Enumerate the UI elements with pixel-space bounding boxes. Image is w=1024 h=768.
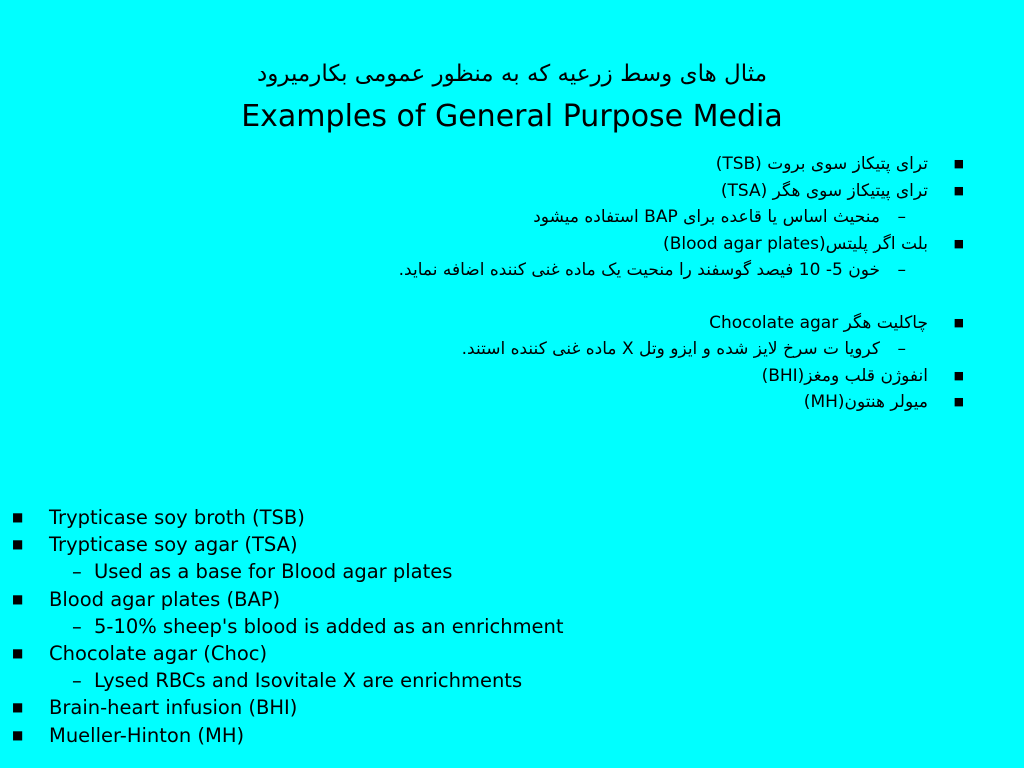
dash-marker: – [897, 339, 906, 359]
bullet-text: Trypticase soy agar (TSA) [49, 533, 298, 557]
dash-marker: – [897, 207, 906, 227]
bullet-text: Brain-heart infusion (BHI) [49, 696, 298, 720]
bullet-text: Trypticase soy broth (TSB) [49, 506, 305, 529]
dash-marker: – [72, 560, 82, 584]
square-bullet-icon: ■ [953, 183, 964, 197]
slide-title-english: Examples of General Purpose Media [241, 99, 783, 134]
bullet-item [12, 640, 912, 667]
bullet-item [264, 231, 964, 258]
bullet-item [12, 586, 912, 613]
bullet-item [264, 151, 964, 178]
dash-marker: – [72, 614, 82, 638]
dash-marker: – [897, 260, 906, 280]
sub-bullet-item [264, 336, 964, 363]
square-bullet-icon: ■ [12, 727, 24, 742]
square-bullet-icon: ■ [12, 700, 24, 715]
bullet-item [264, 389, 964, 416]
sub-bullet-item [12, 613, 912, 640]
sub-bullet-item [264, 204, 964, 231]
bullet-text: Mueller-Hinton (MH) [49, 723, 245, 747]
square-bullet-icon: ■ [953, 395, 964, 408]
square-bullet-icon: ■ [953, 368, 964, 382]
bullet-item [12, 722, 912, 749]
sub-bullet-item [12, 558, 912, 585]
square-bullet-icon: ■ [12, 537, 24, 552]
sub-bullet-item [12, 667, 912, 694]
bullet-item [264, 310, 964, 337]
slide-title-persian: مثال های وسط زرعیه که به منظور عمومی بکارمیرود [256, 61, 768, 87]
bullet-text: 5-10% sheep's blood is added as an enrichment [94, 614, 564, 638]
bullet-text: Chocolate agar (Choc) [49, 642, 268, 666]
bullet-text: کرویا ت سرخ لایز شده و ایزو وتل X ماده غنی کننده استند. [461, 339, 880, 359]
square-bullet-icon: ■ [12, 646, 24, 661]
square-bullet-icon: ■ [12, 591, 24, 606]
bullet-text: Lysed RBCs and Isovitale X are enrichments [94, 669, 523, 693]
square-bullet-icon: ■ [953, 315, 964, 329]
square-bullet-icon: ■ [953, 157, 964, 170]
persian-bullet-list [264, 151, 964, 416]
bullet-text: منحیث اساس یا قاعده برای BAP استفاده میشود [533, 207, 880, 227]
bullet-item [12, 504, 912, 531]
square-bullet-icon: ■ [953, 236, 964, 250]
sub-bullet-item [264, 257, 964, 284]
bullet-text: بلت اگر پلیتس(Blood agar plates) [663, 233, 928, 254]
bullet-text: چاکلیت هگر Chocolate agar [709, 312, 928, 333]
bullet-text: ترای پتیکاز سوی بروت (TSB) [715, 154, 928, 174]
bullet-item [12, 531, 912, 558]
bullet-item [12, 694, 912, 721]
bullet-text: Used as a base for Blood agar plates [94, 560, 453, 584]
bullet-item [264, 363, 964, 390]
english-bullet-list [12, 504, 912, 749]
bullet-text: میولر هنتون(MH) [803, 392, 928, 412]
square-bullet-icon: ■ [12, 510, 24, 524]
bullet-text: ترای پیتیکاز سوی هگر (TSA) [720, 180, 928, 201]
dash-marker: – [72, 669, 82, 693]
bullet-text: Blood agar plates (BAP) [49, 587, 281, 611]
bullet-text: انفوژن قلب ومغز(BHI) [761, 365, 928, 386]
bullet-item [264, 178, 964, 205]
bullet-text: خون 5- 10 فیصد گوسفند را منحیت یک ماده غنی کننده اضافه نماید. [398, 260, 880, 280]
